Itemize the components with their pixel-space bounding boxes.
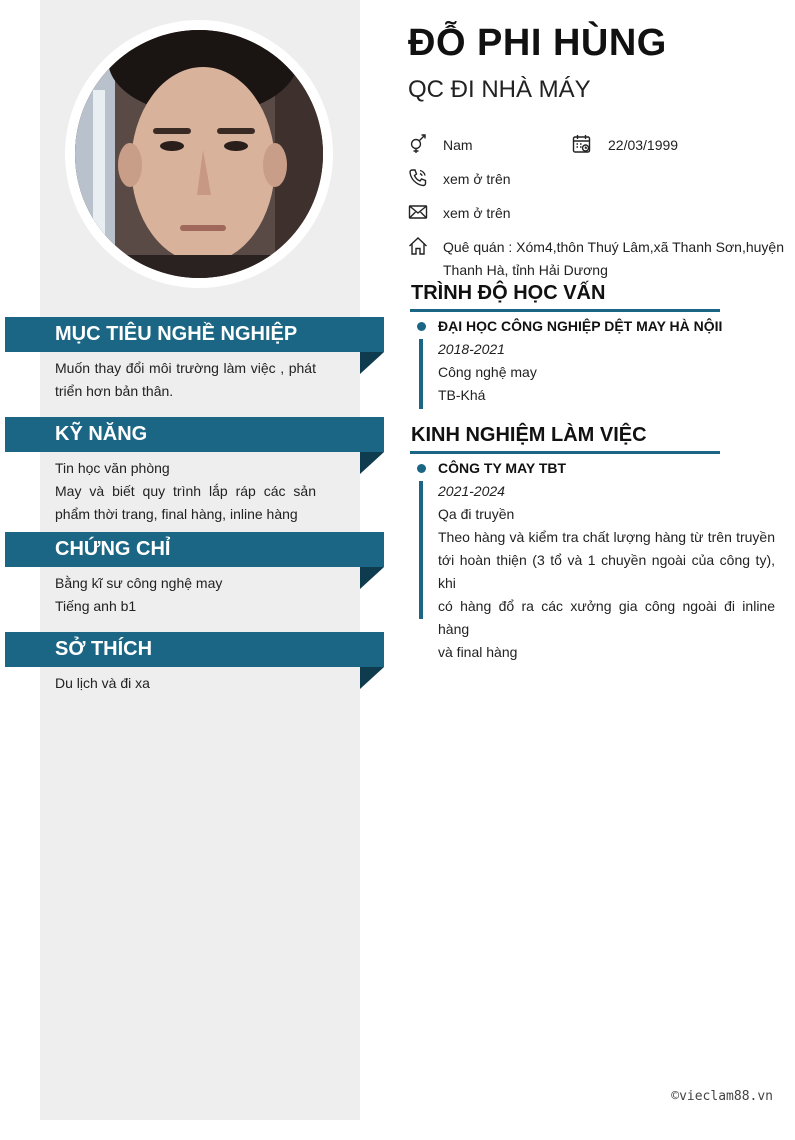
education-dot [417,322,426,331]
address-line: Quê quán : Xóm4,thôn Thuý Lâm,xã Thanh Sơn,huyện [443,239,784,255]
experience-role: Qa đi truyền [438,506,515,522]
avatar-frame [65,20,333,288]
gender-icon [408,134,428,154]
candidate-name: ĐỖ PHI HÙNG [408,22,667,64]
birthday-value: 22/03/1999 [608,137,679,153]
objective-line: triển hơn bản thân. [55,383,174,399]
skills-fold [360,452,384,474]
experience-period: 2021-2024 [438,483,505,499]
certificates-header [5,532,384,567]
experience-desc-line: tới hoàn thiện (3 tổ và 1 chuyền ngoài của công ty), khi [438,552,775,591]
experience-desc-line: Theo hàng và kiểm tra chất lượng hàng từ trên truyền [438,529,775,545]
skills-title: KỸ NĂNG [55,423,148,445]
hobbies-fold [360,667,384,689]
education-entry [438,315,722,407]
certificates-fold [360,567,384,589]
experience-description [438,526,775,664]
phone-icon [408,168,428,188]
address [443,236,784,282]
gender-value: Nam [443,137,473,153]
education-title: TRÌNH ĐỘ HỌC VẤN [411,282,606,304]
education-grade: TB-Khá [438,387,486,403]
experience-desc-line: có hàng đổ ra các xưởng gia công ngoài đi inline hàng [438,598,775,637]
skill-item: phẩm thời trang, final hàng, inline hàng [55,506,298,522]
objective-fold [360,352,384,374]
objective-header [5,317,384,352]
email-icon [408,202,428,222]
avatar [75,30,323,278]
experience-title: KINH NGHIỆM LÀM VIỆC [411,424,647,446]
experience-desc-line: và final hàng [438,644,518,660]
skill-item: Tin học văn phòng [55,460,170,476]
experience-rule [410,451,720,454]
objective-text [55,357,316,403]
home-icon [408,236,428,256]
skills-header [5,417,384,452]
skill-item: May và biết quy trình lắp ráp các sản [55,483,316,499]
education-rule [410,309,720,312]
objective-title: MỤC TIÊU NGHỀ NGHIỆP [55,323,298,345]
watermark: ©vieclam88.vn [671,1089,773,1104]
email-value: xem ở trên [443,205,511,221]
education-major: Công nghệ may [438,364,537,380]
experience-company: CÔNG TY MAY TBT [438,460,567,476]
hobbies-title: SỞ THÍCH [55,638,153,660]
experience-dot [417,464,426,473]
education-school: ĐẠI HỌC CÔNG NGHIỆP DỆT MAY HÀ NỘII [438,318,723,334]
education-period: 2018-2021 [438,341,505,357]
certificates-list [55,572,316,618]
experience-entry [438,457,775,664]
hobbies-list [55,672,316,695]
education-timeline [419,339,423,409]
hobbies-header [5,632,384,667]
calendar-icon [572,134,592,154]
candidate-position: QC ĐI NHÀ MÁY [408,76,591,103]
address-line: Thanh Hà, tỉnh Hải Dương [443,262,608,278]
phone-value: xem ở trên [443,171,511,187]
certificate-item: Bằng kĩ sư công nghệ may [55,575,223,591]
experience-timeline [419,481,423,619]
certificates-title: CHỨNG CHỈ [55,538,171,560]
hobby-item: Du lịch và đi xa [55,675,150,691]
skills-list [55,457,316,526]
certificate-item: Tiếng anh b1 [55,598,137,614]
objective-line: Muốn thay đổi môi trường làm việc , phát [55,360,316,376]
